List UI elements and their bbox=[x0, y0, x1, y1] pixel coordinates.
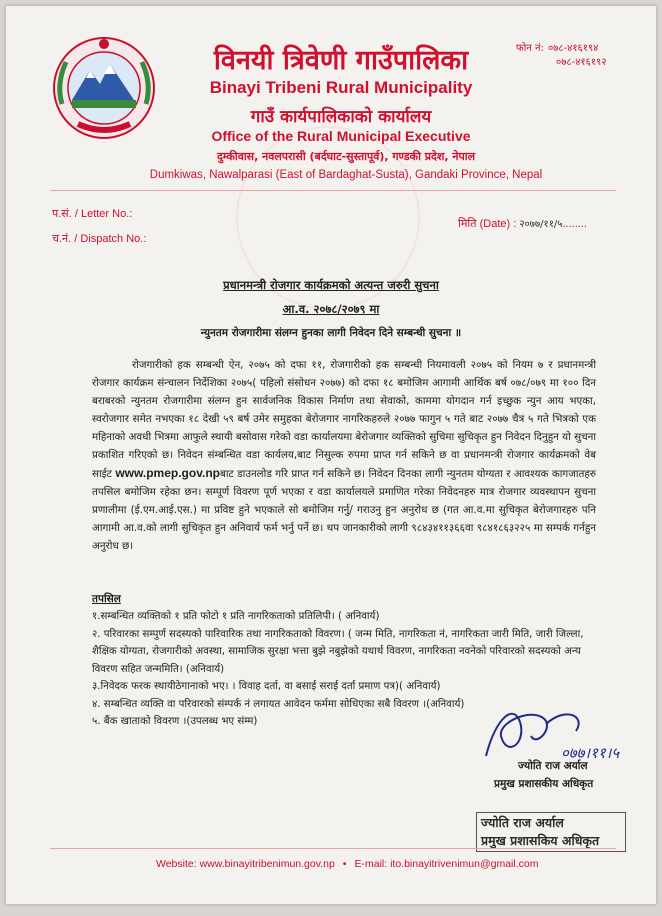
notice-title-text: प्रधानमन्त्री रोजगार कार्यक्रमको अत्यन्त जरुरी सुचना bbox=[223, 278, 439, 292]
notice-title bbox=[6, 278, 656, 293]
office-name-nepali: गाउँ कार्यपालिकाको कार्यालय bbox=[250, 107, 432, 127]
officer-stamp bbox=[476, 812, 626, 852]
phone-label: फोन नं: bbox=[516, 43, 544, 54]
pmep-website-link[interactable]: www.pmep.gov.np bbox=[115, 466, 220, 480]
phone-number-1: ०७८-४१६१९४ bbox=[547, 43, 599, 54]
date-field: मिति (Date) : २०७७/११/५........ bbox=[458, 218, 587, 230]
list-item: ४. सम्बन्धित व्यक्ति वा परिवारको संम्पर्क नं लगायत आवेदन फर्ममा सोधिएका सबै विवरण ।(अनिवार्य) bbox=[92, 698, 465, 710]
letter-page bbox=[6, 6, 656, 904]
municipality-logo-icon bbox=[50, 34, 158, 142]
list-item: ३.निवेदक फरक स्थायीठेगानाको भए। । विवाह दर्ता, वा बसाई सराई दर्ता प्रमाण पत्र)( अनिवार्य) bbox=[92, 681, 441, 692]
notice-body-part1: रोजगारीको हक सम्बन्धी ऐन, २०७५ को दफा ११, रोजगारीको हक सम्बन्धी नियमावली २०७५ को नियम ७ र प्रधानमन्त्री रोजगार कार्यक्रम संन्चालन निर्देशिका २०७५( पहिलो संसोधन २०७७) को दफा १८ बमोजिम आगामी आर्थिक बर्ष ०७८/०७९ मा १०० दिन बराबरको न्युनतम रोजगारीमा संलग्न हुन सार्वजनिक विकास निर्माण तथा सेवाको, काममा योगदान गर्न इच्छुक न्युन आय भएका, स्वरोजगार समेत नभएका १८ देखी ५९ बर्ष उमेर समुहका बेरोजगार नागरिकहरुले २०७७ फागुन ५ गते बाट २०७७ चैत्र ५ गते भित्रको एक महिनाको अवधी भित्रमा आफुले स्थायी बसोवास गरेको वडा कार्यालयमा बेरोजगार व्यक्तिको सुचिमा सुचिकृत हुन निवेदन दिनुहुन यो सुचना प्रकाशित गरिएको छ। निवेदन संम्बन्धित वडा कार्यलय,बाट निसुल्क रुपमा प्राप्त गर्न सकिने छ वा प्रधानमन्त्री रोजगार कार्यक्रमको वेब साईट bbox=[92, 359, 596, 480]
list-item: २. परिवारका सम्पुर्ण सदस्यको पारिवारिक तथा नागरिकताको विवरण। ( जन्म मिति, नागरिकता नं, नागरिकता जारी मिति, जारी जिल्ला, शैक्षिक योग्यता, रोजगारीको अवस्था, सामाजिक सुरक्षा भत्ता बुझे नबुझेको यथार्थ विवरण, नागरिकता नवनेको परिवारको सदस्यको अन्य विवरण सहित जन्ममिति। (अनिवार्य) bbox=[92, 628, 584, 675]
dispatch-no-label: च.नं. / Dispatch No.: bbox=[52, 233, 147, 245]
date-value: २०७७/११/५ bbox=[519, 219, 563, 230]
signer-title: प्रमुख प्रशासकीय अधिकृत bbox=[494, 778, 594, 790]
list-title: तपसिल bbox=[92, 593, 121, 605]
letter-no-label: प.सं. / Letter No.: bbox=[52, 208, 133, 220]
stamp-title: प्रमुख प्रशासकिय अधिकृत bbox=[481, 833, 600, 848]
footer-email[interactable]: E-mail: ito.binayitrivenimun@gmail.com bbox=[354, 858, 539, 870]
office-name-english: Office of the Rural Municipal Executive bbox=[211, 128, 471, 144]
municipality-name-english: Binayi Tribeni Rural Municipality bbox=[209, 78, 473, 97]
notice-body bbox=[92, 356, 596, 555]
stamp-name: ज्योति राज अर्याल bbox=[481, 815, 564, 830]
header-divider bbox=[50, 190, 616, 191]
signer-name: ज्योति राज अर्याल bbox=[518, 760, 588, 772]
address-nepali: दुम्कीवास, नवलपरासी (बर्दघाट-सुस्तापूर्व), गण्डकी प्रदेश, नेपाल bbox=[216, 150, 476, 163]
handwritten-signature-icon bbox=[476, 696, 626, 766]
footer-website[interactable]: Website: www.binayitribenimun.gov.np bbox=[156, 858, 335, 870]
municipality-name-nepali: विनयी त्रिवेणी गाउँपालिका bbox=[213, 45, 469, 76]
list-item: ५. बैंक खाताको विवरण ।(उपलब्ध भए संम्म) bbox=[92, 716, 258, 727]
date-label: मिति (Date) : bbox=[458, 218, 517, 230]
address-english: Dumkiwas, Nawalparasi (East of Bardaghat-Susta), Gandaki Province, Nepal bbox=[149, 169, 543, 181]
fiscal-year-text: आ.व. २०७८/२०७९ मा bbox=[282, 302, 380, 316]
phone-number-2: ०७८-४१६१९२ bbox=[556, 57, 607, 68]
fiscal-year-heading bbox=[6, 302, 656, 317]
phone-numbers bbox=[516, 42, 606, 70]
list-item: १.सम्बन्धित व्यक्तिको १ प्रति फोटो १ प्रति नागरिकताको प्रतिलिपी। ( अनिवार्य) bbox=[92, 611, 380, 622]
footer-divider bbox=[50, 848, 616, 849]
signature-date-scribble: ०७७।११।५ bbox=[561, 744, 620, 762]
notice-subject: न्युनतम रोजगारीमा संलग्न हुनका लागी निवेदन दिने सम्बन्धी सुचना ॥ bbox=[200, 327, 462, 339]
footer: Website: www.binayitribenimun.gov.np • E-mail: ito.binayitrivenimun@gmail.com bbox=[156, 858, 539, 870]
notice-body-part2: बाट डाउनलोड गरि प्राप्त गर्न सकिने छ। निवेदन दिनका लागी न्युनतम योग्यता र आवश्यक कागजातहरु तपसिल बमोजिम रहेका छन। सम्पूर्ण विवरण पूर्ण भएका र वडा कार्यालयले प्रमाणित गरेका निवेदनहरु मात्र रोजगार व्यवस्थापन सुचना प्रणालीमा (ई.एम.आई.एस.) मा प्रविष्ट हुने भएकाले सो बमोजिम गर्नु/ गराउनु हुन अनुरोध छ (गत आ.व.मा सुचिकृत बेरोजगारहरु पनि आगामी आ.व.को लागी सुचिकृत हुन अनिवार्य फर्म भर्नु पर्ने छ। थप जानकारीको लागी ९८४३४११३६६वा ९८४१८६३२२५ मा सम्पर्क गर्नहुन अनुरोध छ। bbox=[92, 468, 596, 552]
